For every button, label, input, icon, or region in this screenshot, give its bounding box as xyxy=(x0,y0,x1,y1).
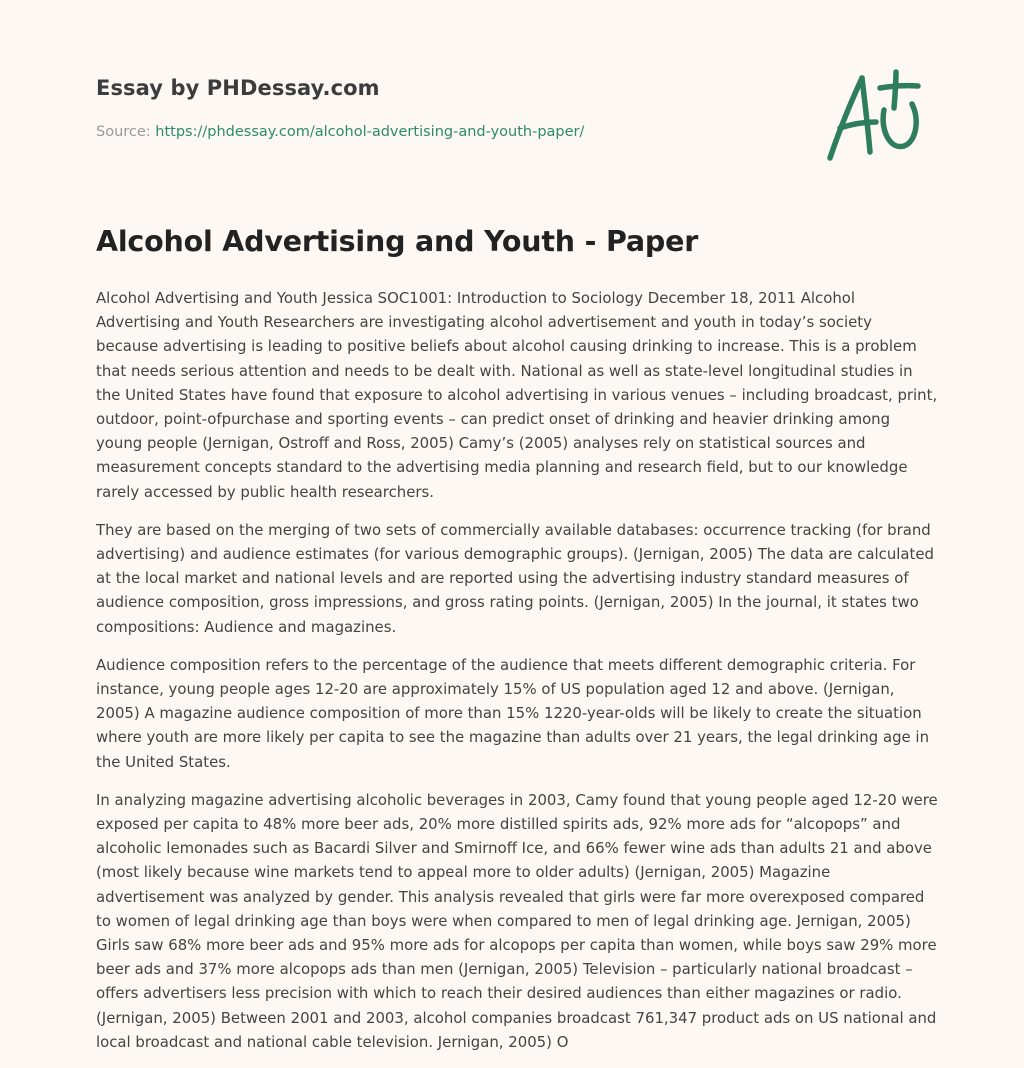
page-title: Alcohol Advertising and Youth - Paper xyxy=(96,225,699,258)
source-line xyxy=(96,124,584,140)
article-body xyxy=(96,286,938,1068)
paragraph: In analyzing magazine advertising alcoholic beverages in 2003, Camy found that young people aged 12-20 were exposed per capita to 48% more beer ads, 20% more distilled spirits ads, 92% more ads for “alcopops” and alcoholic lemonades such as Bacardi Silver and Smirnoff Ice, and 66% fewer wine ads than adults 21 and above (most likely because wine markets tend to appeal more to older adults) (Jernigan, 2005) Magazine advertisement was analyzed by gender. This analysis revealed that girls were far more overexposed compared to women of legal drinking age than boys were when compared to men of legal drinking age. Jernigan, 2005) Girls saw 68% more beer ads and 95% more ads for alcopops per capita than women, while boys saw 29% more beer ads and 37% more alcopops ads than men (Jernigan, 2005) Television – particularly national broadcast – offers advertisers less precision with which to reach their desired audiences than either magazines or radio. (Jernigan, 2005) Between 2001 and 2003, alcohol companies broadcast 761,347 product ads on US national and local broadcast and national cable television. Jernigan, 2005) O xyxy=(96,790,938,1051)
source-label: Source: xyxy=(96,124,151,140)
source-link[interactable]: https://phdessay.com/alcohol-advertising-and-youth-paper/ xyxy=(155,124,585,140)
paragraph: Alcohol Advertising and Youth Jessica SOC1001: Introduction to Sociology December 18, 2011 Alcohol Advertising and Youth Researchers are investigating alcohol advertisement and youth in today’s society because advertising is leading to positive beliefs about alcohol causing drinking to increase. This is a problem that needs serious attention and needs to be dealt with. National as well as state-level longitudinal studies in the United States have found that exposure to alcohol advertising in various venues – including broadcast, print, outdoor, point-ofpurchase and sporting events – can predict onset of drinking and heavier drinking among young people (Jernigan, Ostroff and Ross, 2005) Camy’s (2005) analyses rely on statistical sources and measurement concepts standard to the advertising media planning and research field, but to our knowledge rarely accessed by public health researchers. xyxy=(96,289,938,501)
a-plus-logo-icon xyxy=(820,64,930,164)
paragraph: Audience composition refers to the percentage of the audience that meets different demographic criteria. For instance, young people ages 12-20 are approximately 15% of US population aged 12 and above. (Jernigan, 2005) A magazine audience composition of more than 15% 1220-year-olds will be likely to create the situation where youth are more likely per capita to see the magazine than adults over 21 years, the legal drinking age in the United States. xyxy=(96,655,930,771)
paragraph: They are based on the merging of two sets of commercially available databases: occurrence tracking (for brand advertising) and audience estimates (for various demographic groups). (Jernigan, 2005) The data are calculated at the local market and national levels and are reported using the advertising industry standard measures of audience composition, gross impressions, and gross rating points. (Jernigan, 2005) In the journal, it states two compositions: Audience and magazines. xyxy=(96,520,934,636)
site-brand: Essay by PHDessay.com xyxy=(96,76,380,100)
